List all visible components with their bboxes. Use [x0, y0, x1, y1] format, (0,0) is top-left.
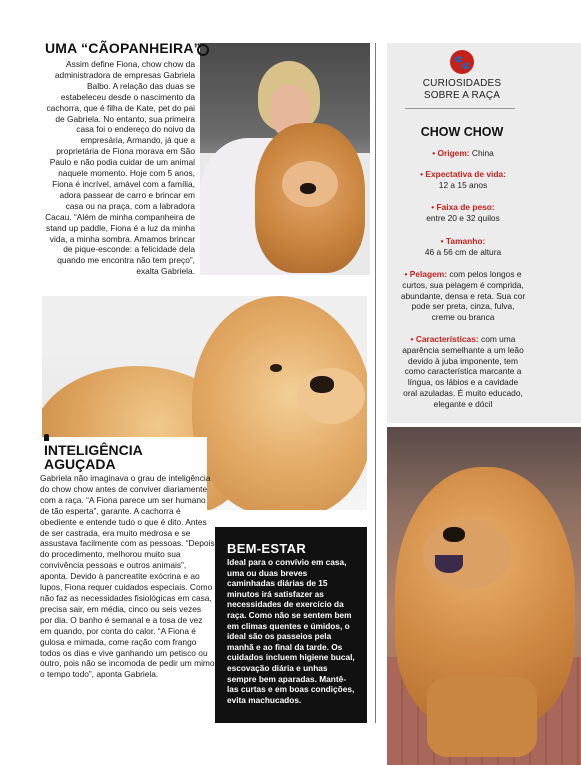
fact-value: China	[471, 148, 494, 158]
title-line: AGUÇADA	[44, 456, 116, 472]
bem-estar-text: Ideal para o convívio em casa, uma ou duas breves caminhadas diárias de 15 minutos irá satisfazer as necessidades de exercício da raça. Como não se sentem bem em climas quentes e úmidos, o ideal são os passeios pela manhã e ao final da tarde. Os cuidados incluem higiene bucal, escovação diária e unhas sempre bem aparadas. Mantê-las curtas e em boas condições, evita machucados.	[227, 557, 355, 705]
section-text-inteligencia: Gabriela não imaginava o grau de inteligência do chow chow antes de conviver diariamente com a raça. “A Fiona parece um ser humano de tão esperta”, garante. A cachorra é obediente e entende tudo o que é dito. Antes de ser castrada, era muito medrosa e se assustava facilmente com as pessoas. “Depois do procedimento, melhorou muito sua convivência pessoas e outros animais”, aponta. Devido à pancreatite exócrina e ao lupos, Fiona requer cuidados especiais. Como não faz as necessidades fisiológicas em casa, precisa sair, em média, cinco ou seis vezes por dia. O banho é semanal e a tosa de vez em quando, por conta do calor. “A Fiona é gulosa e mimada, come ração com frango todos os dias e vive ganhando um petisco ou outro, pois não se incomoda de pedir um mimo o tempo todo”, aponta Gabriela.	[40, 473, 215, 680]
photo-woman-with-dog	[200, 43, 370, 275]
fact-label: Características:	[415, 334, 479, 344]
fact-pelagem: • Pelagem: com pelos longos e curtos, sua pelagem é comprida, abundante, densa e reta. Sua cor pode ser preta, cinza, fulva, creme ou branca	[400, 269, 526, 323]
paw-icon: 🐾	[453, 54, 471, 70]
fact-origem: • Origem: China	[432, 148, 494, 158]
fact-value: 12 a 15 anos	[438, 179, 488, 190]
section-text-caopanheira: Assim define Fiona, chow chow da administradora de empresas Gabriela Balbo. A relação das duas se estabeleceu desde o nascimento da cachorra, que é filha de Kate, pet do pai de Gabriela. No entanto, sua primeira casa foi o endereço do noivo da empresária, Armando, já que a proprietária de Fiona morava em São Paulo e não podia cuidar de um animal naquele momento. Hoje com 5 anos, Fiona é incrível, amável com a família, adora passear de carro e brincar em casa ou na praça, com a labradora Cacau. “Além de minha companheira de stand up paddle, Fiona é a luz da minha vida, a minha sombra. Amamos brincar de pique-esconde: a felicidade dela quando me encontra não tem preço”, exalta Gabriela.	[45, 59, 195, 277]
fact-tamanho: • Tamanho: 46 a 56 cm de altura	[424, 236, 502, 257]
sidebar-title: CHOW CHOW	[420, 125, 504, 139]
section-title-inteligencia	[44, 443, 204, 471]
photo-chow-chow-standing	[387, 427, 581, 765]
subtitle-line: CURIOSIDADES	[422, 78, 502, 89]
fact-label: Faixa de peso:	[436, 202, 495, 212]
title-line: INTELIGÊNCIA	[44, 442, 143, 458]
fact-label: Origem:	[437, 148, 470, 158]
fact-expectativa: • Expectativa de vida: 12 a 15 anos	[420, 169, 506, 190]
fact-label: Expectativa de vida:	[425, 169, 506, 179]
fact-label: Tamanho:	[445, 236, 486, 246]
sidebar-divider	[405, 108, 515, 109]
fact-caracteristicas: • Características: com uma aparência semelhante a um leão devido à juba imponente, tem como característica marcante a língua, os lábios e a cavidade oral azuladas. É muito educado, elegante e dócil	[402, 334, 524, 409]
sidebar-subtitle	[387, 78, 537, 101]
fact-value: 46 a 56 cm de altura	[424, 246, 502, 257]
bem-estar-title: BEM-ESTAR	[227, 541, 307, 556]
fact-value: com pelos longos e curtos, sua pelagem é comprida, abundante, densa e reta. Sua cor pode ser preta, cinza, fulva, creme ou branca	[400, 269, 526, 323]
column-divider	[375, 43, 376, 723]
fact-peso: • Faixa de peso: entre 20 e 32 quilos	[426, 202, 500, 223]
bullet-pin-icon	[197, 44, 209, 56]
fact-value: com uma aparência semelhante a um leão devido à juba imponente, tem como característica marcante a língua, os lábios e a cavidade oral azuladas. É muito educado, elegante e dócil	[402, 334, 524, 409]
section-title-caopanheira: UMA “CÃOPANHEIRA”	[45, 40, 201, 56]
fact-value: entre 20 e 32 quilos	[426, 212, 500, 223]
bullet-pin-icon	[44, 434, 49, 441]
fact-label: Pelagem:	[409, 269, 447, 279]
subtitle-line: SOBRE A RAÇA	[423, 89, 501, 101]
